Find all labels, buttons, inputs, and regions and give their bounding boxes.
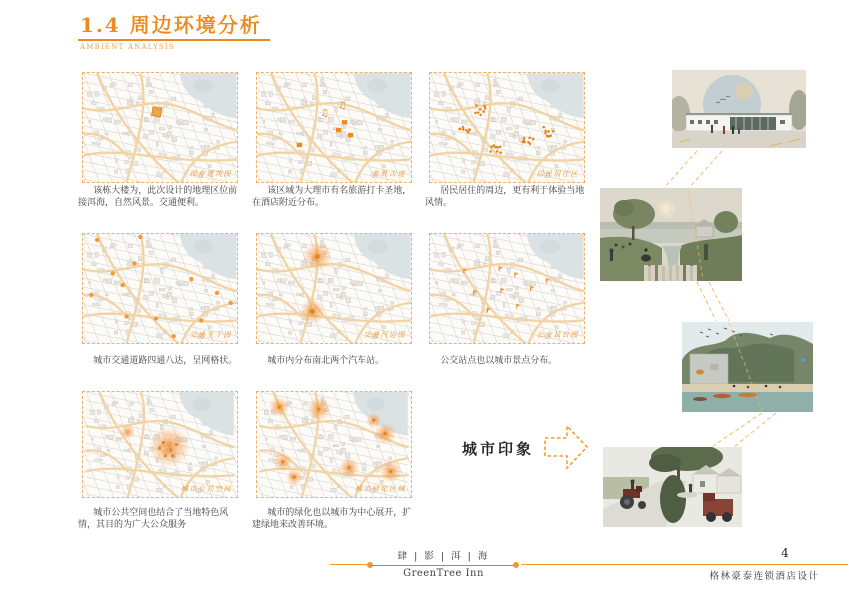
footer-rule-right [521, 564, 848, 565]
photo-lakeside-landscape-render-image [600, 188, 742, 281]
map-label: 城市公共空间 [181, 485, 232, 493]
map-landmarks-canvas [257, 73, 411, 182]
map-label: 交通主干图 [189, 331, 232, 339]
map-label: 现存建筑图 [189, 170, 232, 178]
map-label: 城市绿化区域 [355, 485, 406, 493]
svg-text:♫: ♫ [337, 100, 347, 112]
page-title: 1.4 周边环境分析 [78, 13, 270, 41]
photo-village-street-render-image [603, 447, 742, 527]
city-impression-label: 城市印象 [462, 440, 535, 458]
caption-existing-buildings: 该栋大楼为，此次设计的地理区位前接洱海，自然风景。交通便利。 [78, 186, 238, 208]
caption-residential: 居民居住的周边，更有利于体验当地风情。 [425, 186, 585, 208]
footer-rule-left [330, 564, 367, 565]
map-bus-terminals [256, 233, 412, 344]
caption-bus-stops: 公交站点也以城市景点分布。 [440, 356, 558, 366]
map-existing-buildings-canvas [83, 73, 237, 182]
caption-landmarks: 该区域为大理市有名旅游打卡圣地，在酒店附近分布。 [252, 186, 412, 208]
map-residential [429, 72, 585, 183]
caption-bus-terminals: 城市内分布南北两个汽车站。 [267, 356, 385, 366]
map-label: 居民居住区 [536, 170, 579, 178]
photo-canal-greenery-render-image [682, 322, 813, 412]
page-number: 4 [781, 546, 789, 560]
map-bus-terminals-canvas [257, 234, 411, 343]
map-landmarks [256, 72, 412, 183]
map-residential-canvas [430, 73, 584, 182]
map-bus-stops-canvas [430, 234, 584, 343]
project-title: 格林豪泰连锁酒店设计 [709, 571, 820, 582]
map-bus-stops [429, 233, 585, 344]
map-arterial-roads-canvas [83, 234, 237, 343]
map-label: 名胜古迹 [372, 170, 406, 178]
photo-village-street-render [603, 447, 742, 527]
photo-lakeside-landscape-render [600, 188, 742, 281]
svg-text:♫: ♫ [320, 108, 330, 120]
map-label: 交通汽运图 [363, 331, 406, 339]
caption-public-space: 城市公共空间也结合了当地特色风情，其目的为广大公众服务 [78, 508, 229, 530]
page-subtitle: AMBIENT ANALYSIS [80, 43, 175, 51]
brand-name-cn: 肆 | 影 | 洱 | 海 [397, 551, 490, 562]
map-arterial-roads [82, 233, 238, 344]
map-existing-buildings [82, 72, 238, 183]
caption-green-areas: 城市的绿化也以城市为中心展开，扩建绿地来改善环境。 [252, 508, 412, 530]
caption-arterial-roads: 城市交通道路四通八达，呈网格状。 [93, 356, 238, 366]
brand-name-en: GreenTree Inn [403, 568, 484, 579]
arrow-right-icon [540, 421, 592, 473]
map-green-areas-canvas [257, 392, 411, 497]
header [78, 13, 270, 51]
map-green-areas [256, 391, 412, 498]
photo-canal-greenery-render [682, 322, 813, 412]
photo-hotel-building-render-image [672, 70, 806, 148]
map-label: 公交站台图 [536, 331, 579, 339]
map-public-space [82, 391, 238, 498]
photo-hotel-building-render [672, 70, 806, 148]
brand-divider [372, 565, 515, 566]
footer-dot-right [513, 562, 519, 568]
map-public-space-canvas [83, 392, 237, 497]
footer-brand [372, 548, 515, 579]
